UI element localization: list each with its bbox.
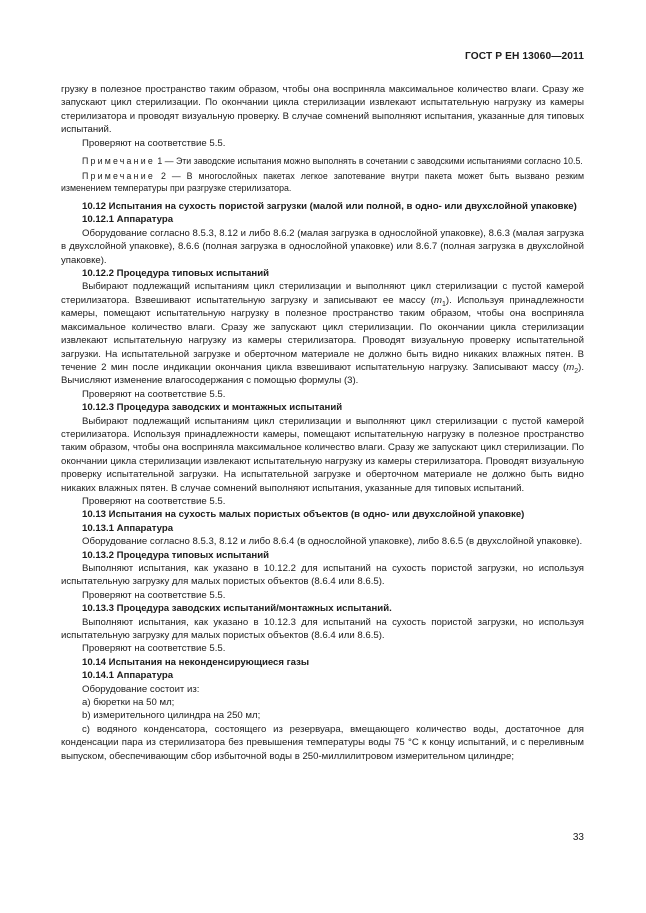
note-1 xyxy=(61,155,584,167)
subsection-heading: 10.12.2 Процедура типовых испытаний xyxy=(82,268,269,280)
paragraph: Проверяют на соответствие 5.5. xyxy=(82,495,226,507)
note-text: 1 — Эти заводские испытания можно выполнять в сочетании с заводскими испытаниями согласно 10.5. xyxy=(154,156,583,167)
section-heading: 10.12 Испытания на сухость пористой загрузки (малой или полной, в одно- или двухслойной упаковке) xyxy=(82,201,577,213)
paragraph: Проверяют на соответствие 5.5. xyxy=(82,137,226,149)
mass-subscript: 2 xyxy=(574,367,579,375)
text-run: ). Используя принадлежности камеры, помещают испытательную нагрузку в полезное пространство таким образом, чтобы она восприняла максимальное количество влаги. Сразу же запускают цикл стерилизации. По окончании цикла стерилизации извлекают испытательную нагрузку из камеры стерилизатора. Проводят визуальную проверку испытательной загрузки. На испытательной загрузке и оберточном материале не должно быть видно никаких влажных пятен. В течение 2 мин после индикации окончания цикла взвешивают испытательную нагрузку. Записывают массу ( xyxy=(61,294,584,373)
page-number: 33 xyxy=(572,832,584,843)
subsection-heading: 10.13.1 Аппаратура xyxy=(82,522,174,534)
subsection-heading: 10.13.2 Процедура типовых испытаний xyxy=(82,549,269,561)
subsection-heading: 10.14.1 Аппаратура xyxy=(82,670,174,682)
paragraph: Проверяют на соответствие 5.5. xyxy=(82,589,226,601)
paragraph: Оборудование состоит из: xyxy=(82,683,200,695)
paragraph: Выполняют испытания, как указано в 10.12.3 для испытаний на сухость пористой загрузки, но используя испытательную загрузку для малых пористых объектов (8.6.4 или 8.6.5). xyxy=(61,616,584,642)
note-label: Примечание xyxy=(82,171,155,182)
document-header: ГОСТ Р ЕН 13060—2011 xyxy=(465,51,584,62)
paragraph: Проверяют на соответствие 5.5. xyxy=(82,643,226,655)
subsection-heading: 10.12.1 Аппаратура xyxy=(82,214,174,226)
paragraph: Проверяют на соответствие 5.5. xyxy=(82,388,226,400)
text-run: ). Вычисляют изменение влагосодержания с помощью формулы (3). xyxy=(61,361,584,387)
text-run: Выбирают подлежащий испытаниям цикл стерилизации и выполняют цикл стерилизации с пустой камерой стерилизатора. Взвешивают испытательную загрузку и записывают ее массу ( xyxy=(61,281,584,306)
subsection-heading: 10.13.3 Процедура заводских испытаний/монтажных испытаний. xyxy=(82,603,392,615)
section-heading: 10.13 Испытания на сухость малых пористых объектов (в одно- или двухслойной упаковке) xyxy=(82,509,525,521)
section-heading: 10.14 Испытания на неконденсирующиеся газы xyxy=(82,656,310,668)
paragraph xyxy=(61,280,584,387)
paragraph: Выбирают подлежащий испытаниям цикл стерилизации и выполняют цикл стерилизации с пустой камерой стерилизатора. Используя принадлежности камеры, помещают испытательную нагрузку в полезное пространство таким образом, чтобы она восприняла максимальное количество влаги. Сразу же запускают цикл стерилизации. По окончании цикла стерилизации извлекают испытательную нагрузку из камеры стерилизатора. Проводят визуальную проверку испытательной загрузки. На испытательной загрузке и оберточном материале не должно быть видно никаких влажных пятен. В случае сомнений выполняют испытания, указанные для типовых испытаний. xyxy=(61,415,584,494)
paragraph: Оборудование согласно 8.5.3, 8.12 и либо 8.6.4 (в однослойной упаковке), либо 8.6.5 (в двухслойной упаковке). xyxy=(82,536,583,548)
list-item: c) водяного конденсатора, состоящего из резервуара, вмещающего количество воды, достаточное для конденсации пара из стерилизатора без превышения температуры воды 75 °С к концу испытаний, и с переливным выпуском, обеспечивающим сбор избыточной воды в 250-миллилитровом измерительном цилиндре; xyxy=(61,723,584,762)
note-2 xyxy=(61,170,584,194)
list-item: b) измерительного цилиндра на 250 мл; xyxy=(82,710,261,722)
list-item: a) бюретки на 50 мл; xyxy=(82,697,175,709)
paragraph: Выполняют испытания, как указано в 10.12.2 для испытаний на сухость пористой загрузки, но используя испытательную загрузку для малых пористых объектов (8.6.4 или 8.6.5). xyxy=(61,563,584,588)
note-label: Примечание xyxy=(82,156,155,167)
mass-variable: m xyxy=(566,361,575,373)
mass-variable: m xyxy=(433,294,442,306)
note-text: 2 — В многослойных пакетах легкое запотевание внутри пакета может быть вызвано резким изменением температуры при разгрузке стерилизатора. xyxy=(61,171,584,194)
mass-subscript: 1 xyxy=(441,300,446,308)
subsection-heading: 10.12.3 Процедура заводских и монтажных испытаний xyxy=(82,402,343,414)
paragraph: Оборудование согласно 8.5.3, 8.12 и либо 8.6.2 (малая загрузка в однослойной упаковке), 8.6.3 (малая загрузка в двухслойной упаковке), 8.6.6 (полная загрузка в однослойной упаковке) или 8.6.7 (полная загрузка в двухслойной упаковке). xyxy=(61,227,584,266)
document-body xyxy=(61,83,584,763)
paragraph: грузку в полезное пространство таким образом, чтобы она восприняла максимальное количество влаги. Сразу же запускают цикл стерилизации. По окончании цикла стерилизации извлекают испытательную нагрузку из камеры стерилизатора и проводят визуальную проверку. В случае сомнений выполняют испытания, указанные для типовых испытаний. xyxy=(61,84,584,136)
